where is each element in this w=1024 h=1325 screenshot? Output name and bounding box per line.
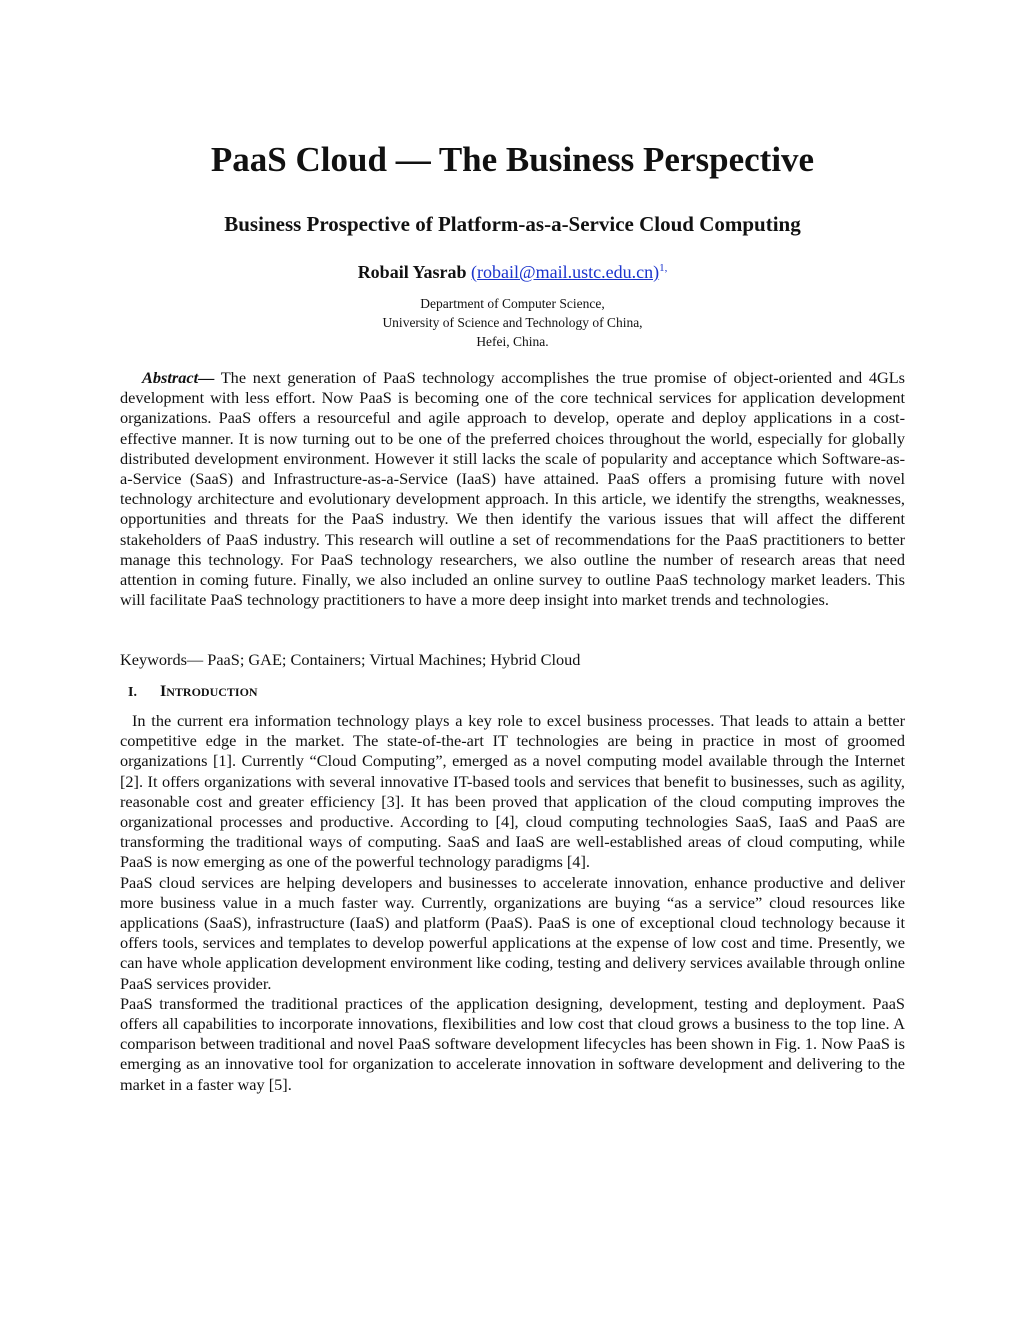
affiliation-line: Hefei, China.	[476, 334, 549, 349]
abstract-label: Abstract—	[142, 368, 215, 387]
introduction-body	[120, 711, 905, 1095]
affiliation-line: Department of Computer Science,	[420, 296, 605, 311]
author-email-link[interactable]: (robail@mail.ustc.edu.cn)	[471, 262, 660, 282]
paper-subtitle: Business Prospective of Platform-as-a-Service Cloud Computing	[224, 212, 801, 236]
author-line	[120, 259, 905, 285]
keywords: Keywords— PaaS; GAE; Containers; Virtual Machines; Hybrid Cloud	[120, 650, 581, 669]
section-number: I.	[128, 685, 137, 700]
affiliation-line: University of Science and Technology of China,	[382, 315, 643, 330]
abstract	[120, 368, 905, 610]
author-affiliation-marker: 1,	[659, 262, 668, 274]
paragraph: In the current era information technology plays a key role to excel business processes. That leads to attain a better competitive edge in the market. The state-of-the-art IT technologies are being in practice in most of groomed organizations [1]. Currently “Cloud Computing”, emerged as a novel computing model available through the Internet [2]. It offers organizations with several innovative IT-based tools and services that benefit to businesses, such as agility, reasonable cost and greater efficiency [3]. It has been proved that application of the cloud computing improves the organizational processes and productive. According to [4], cloud computing technologies SaaS, IaaS and PaaS are transforming the traditional ways of computing. SaaS and IaaS are well-established areas of cloud computing, while PaaS is now emerging as one of the powerful technology paradigms [4].	[120, 711, 905, 872]
author-affiliation	[120, 294, 905, 351]
paragraph: PaaS transformed the traditional practices of the application designing, development, testing and deployment. PaaS offers all capabilities to incorporate innovations, flexibilities and low cost that cloud grows a business to the top line. A comparison between traditional and novel PaaS software development lifecycles has been shown in Fig. 1. Now PaaS is emerging as an innovative tool for organization to accelerate innovation in software development and delivering to the market in a faster way [5].	[120, 993, 905, 1094]
abstract-text: The next generation of PaaS technology accomplishes the true promise of object-oriented and 4GLs development with less effort. Now PaaS is becoming one of the core technical services for application development organizations. PaaS offers a resourceful and agile approach to develop, operate and deploy applications in a cost-effective manner. It is now turning out to be one of the preferred choices throughout the world, especially for globally distributed development environment. However it still lacks the scale of popularity and acceptance which Software-as-a-Service (SaaS) and Infrastructure-as-a-Service (IaaS) have attained. PaaS offers a promising future with novel technology architecture and evolutionary development approach. In this article, we identify the strengths, weaknesses, opportunities and threats for the PaaS industry. We then identify the various issues that will affect the different stakeholders of PaaS industry. This research will outline a set of recommendations for the PaaS practitioners to better manage this technology. For PaaS technology researchers, we also outline the number of research areas that need attention in coming future. Finally, we also included an online survey to outline PaaS technology market leaders. This will facilitate PaaS technology practitioners to have a more deep insight into market trends and technologies.	[120, 368, 905, 610]
paragraph: PaaS cloud services are helping developers and businesses to accelerate innovation, enhance productive and deliver more business value in a much faster way. Currently, organizations are buying “as a service” cloud resources like applications (SaaS), infrastructure (IaaS) and platform (PaaS). PaaS is one of exceptional cloud technology because it offers tools, services and templates to develop powerful applications at the expense of low cost and time. Presently, we can have whole application development environment like coding, testing and delivery services available through online PaaS services provider.	[120, 872, 905, 993]
author-name: Robail Yasrab	[357, 262, 467, 282]
section-title-initial: I	[160, 683, 167, 700]
section-title-rest: NTRODUCTION	[166, 685, 258, 699]
section-heading-introduction	[120, 682, 905, 703]
paper-title: PaaS Cloud — The Business Perspective	[210, 140, 815, 179]
